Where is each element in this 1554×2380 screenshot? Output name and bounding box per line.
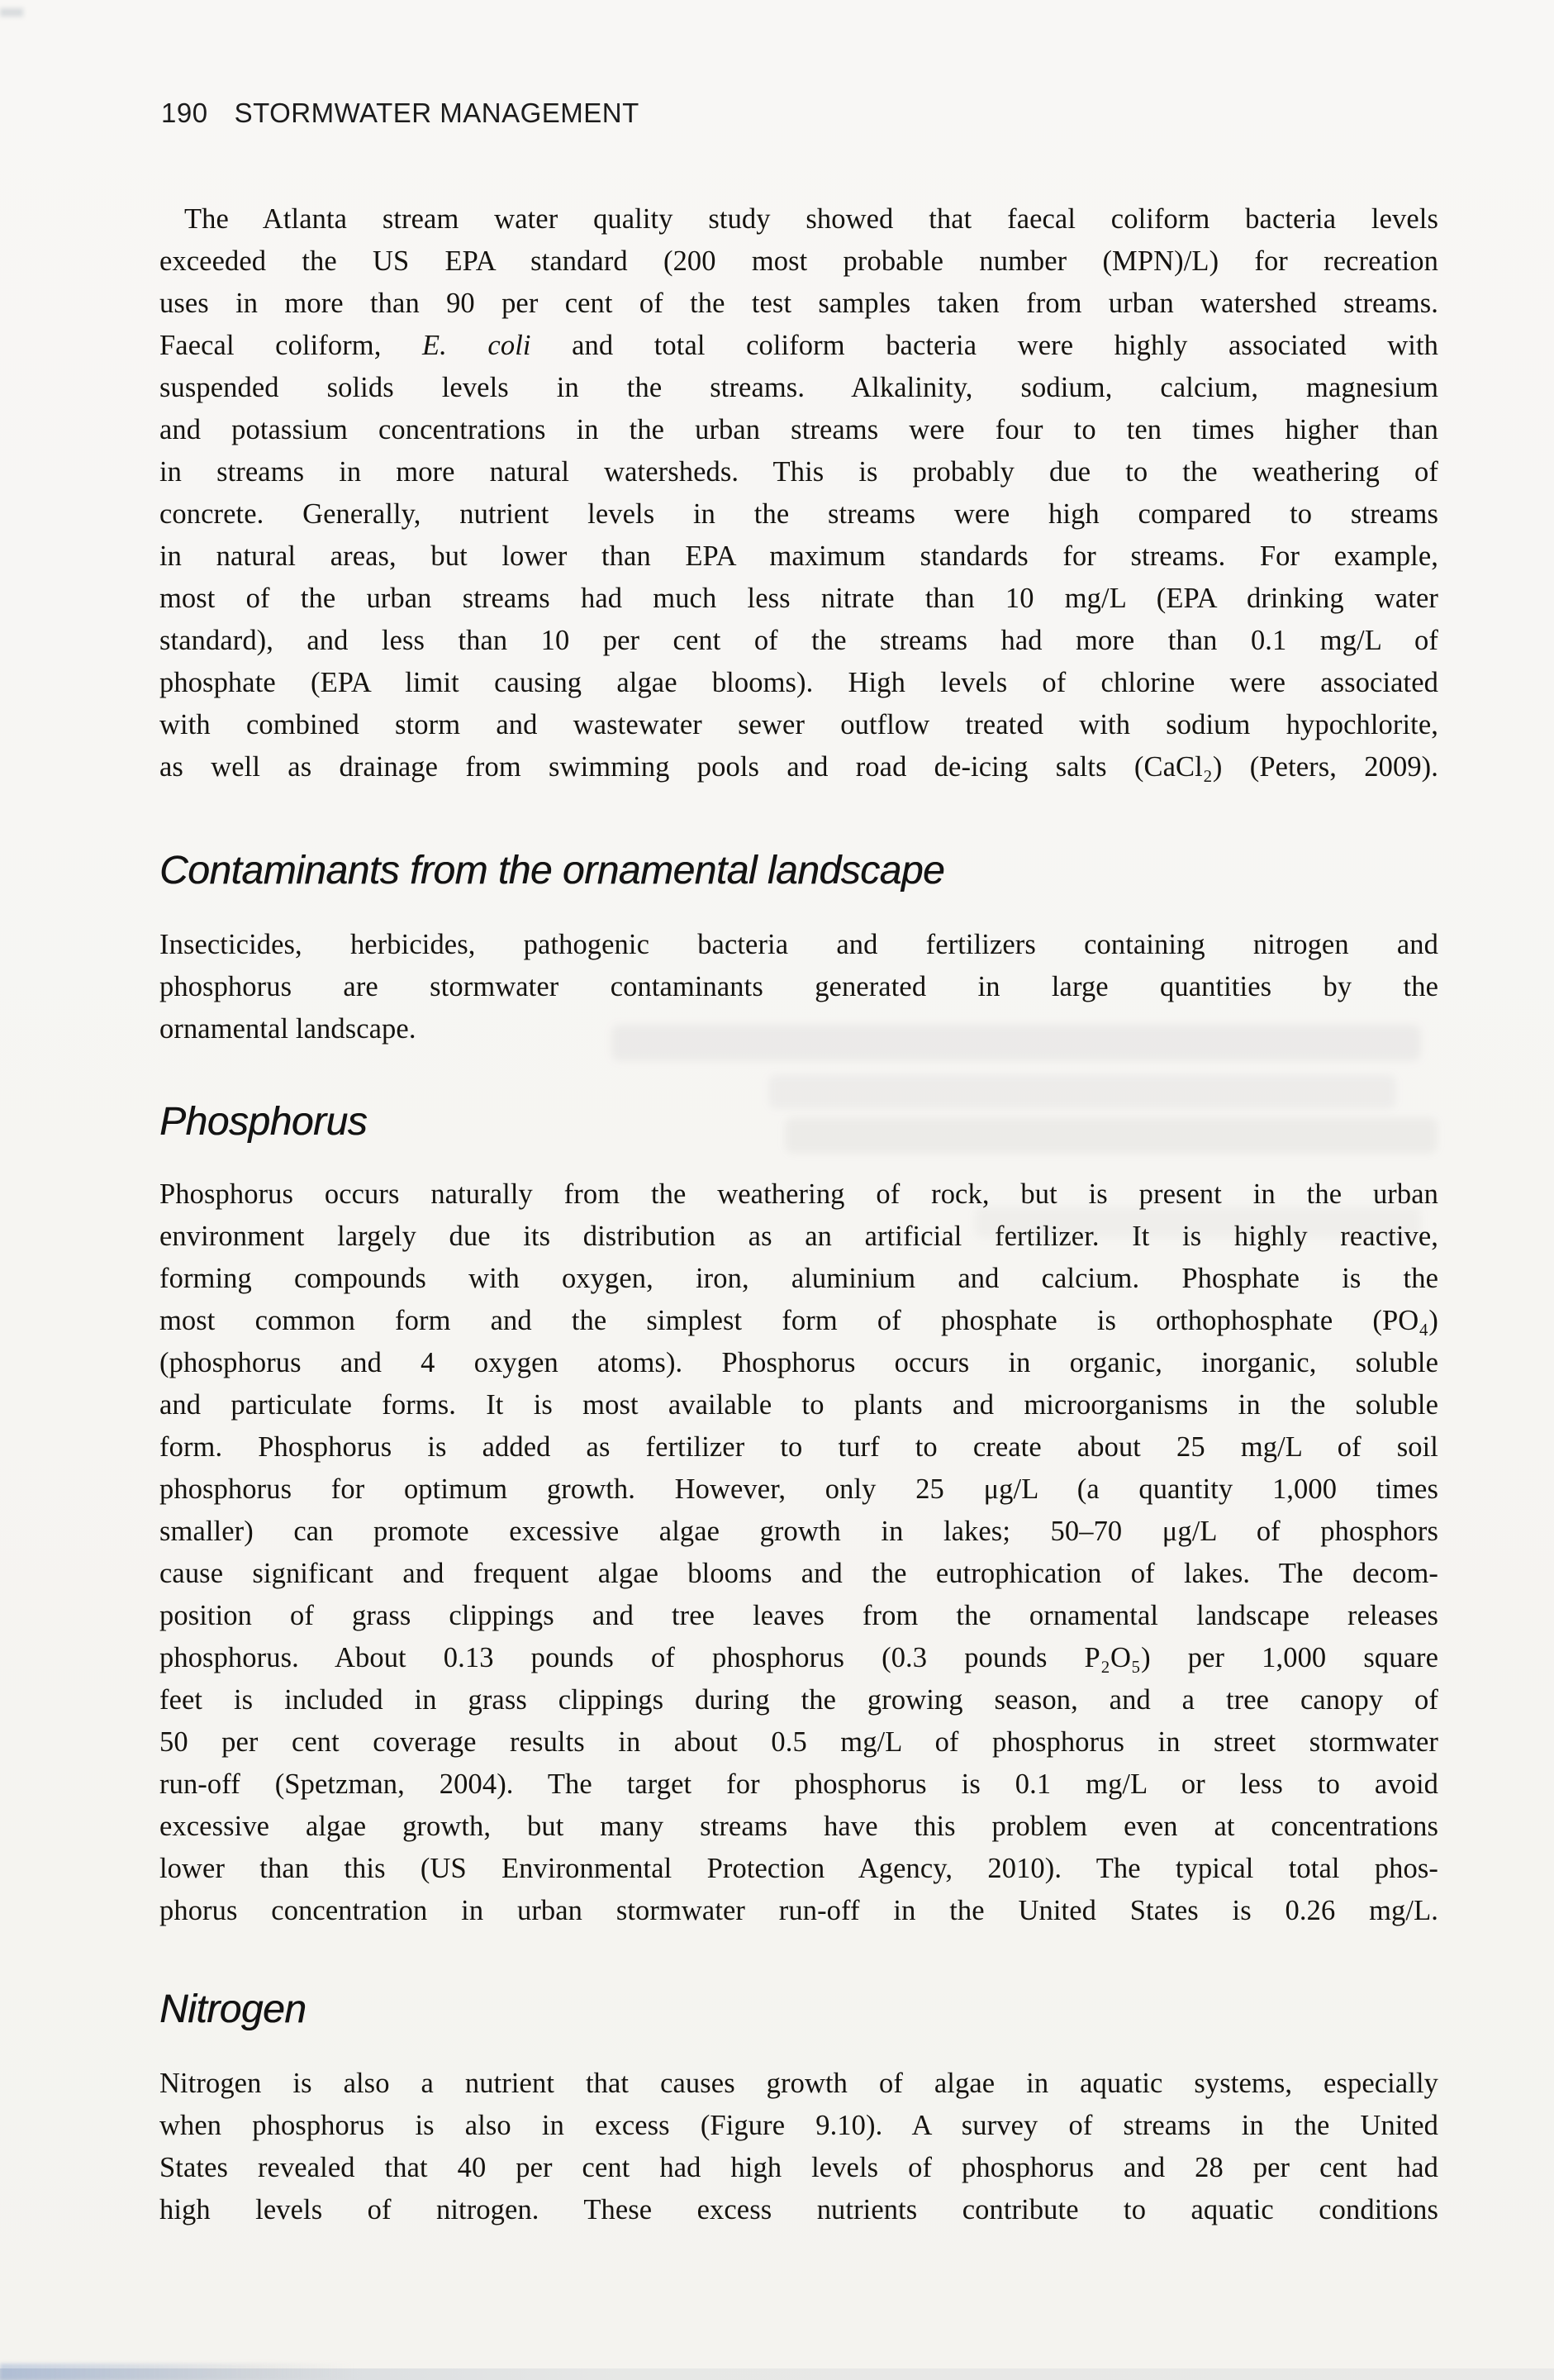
- text-line: most of the urban streams had much less nitrate than 10 mg/L (EPA drinking water: [159, 583, 1438, 614]
- section-heading-h-phosphorus: Phosphorus: [159, 1100, 368, 1144]
- text-line: standard), and less than 10 per cent of the streams had more than 0.1 mg/L of: [159, 625, 1438, 656]
- ink-bleedthrough-artifact: [975, 1207, 1421, 1238]
- text-line: Nitrogen is also a nutrient that causes growth of algae in aquatic systems, especially: [159, 2068, 1438, 2099]
- text-line: feet is included in grass clippings during the growing season, and a tree canopy of: [159, 1684, 1438, 1716]
- text-line: ornamental landscape.: [159, 1013, 416, 1045]
- text-line: with combined storm and wastewater sewer outflow treated with sodium hypochlorite,: [159, 709, 1438, 740]
- text-line: excessive algae growth, but many streams have this problem even at concentrations: [159, 1811, 1438, 1842]
- text-line: cause significant and frequent algae blooms and the eutrophication of lakes. The decom-: [159, 1558, 1438, 1589]
- paragraph-intro: [159, 198, 1438, 788]
- text-line: concrete. Generally, nutrient levels in the streams were high compared to streams: [159, 498, 1438, 530]
- text-line: forming compounds with oxygen, iron, aluminium and calcium. Phosphate is the: [159, 1263, 1438, 1294]
- scan-corner-artifact: [0, 8, 23, 17]
- text-line: high levels of nitrogen. These excess nutrients contribute to aquatic conditions: [159, 2194, 1438, 2225]
- text-line: phosphorus for optimum growth. However, only 25 μg/L (a quantity 1,000 times: [159, 1473, 1438, 1505]
- text-line: 50 per cent coverage results in about 0.5 mg/L of phosphorus in street stormwater: [159, 1726, 1438, 1758]
- text-line: when phosphorus is also in excess (Figure 9.10). A survey of streams in the United: [159, 2110, 1438, 2141]
- text-line: Phosphorus occurs naturally from the weathering of rock, but is present in the urban: [159, 1178, 1438, 1210]
- text-line: lower than this (US Environmental Protection Agency, 2010). The typical total phos-: [159, 1853, 1438, 1884]
- running-title: STORMWATER MANAGEMENT: [234, 98, 639, 128]
- paragraph-p-nitrogen: [159, 2063, 1438, 2231]
- text-line: and potassium concentrations in the urban streams were four to ten times higher than: [159, 414, 1438, 445]
- text-line: and particulate forms. It is most available to plants and microorganisms in the soluble: [159, 1389, 1438, 1421]
- text-line: smaller) can promote excessive algae growth in lakes; 50–70 μg/L of phosphors: [159, 1516, 1438, 1547]
- paragraph-p-phosphorus: [159, 1173, 1438, 1932]
- ink-bleedthrough-artifact: [611, 1025, 1421, 1061]
- text-line: form. Phosphorus is added as fertilizer to turf to create about 25 mg/L of soil: [159, 1431, 1438, 1463]
- text-line: in natural areas, but lower than EPA maximum standards for streams. For example,: [159, 540, 1438, 572]
- text-line: as well as drainage from swimming pools and road de-icing salts (CaCl₂) (Peters, 2009).: [159, 751, 1438, 783]
- text-line: uses in more than 90 per cent of the test samples taken from urban watershed streams.: [159, 288, 1438, 319]
- text-line: Insecticides, herbicides, pathogenic bacteria and fertilizers containing nitrogen and: [159, 929, 1438, 960]
- text-line: position of grass clippings and tree leaves from the ornamental landscape releases: [159, 1600, 1438, 1631]
- text-line: States revealed that 40 per cent had high levels of phosphorus and 28 per cent had: [159, 2152, 1438, 2183]
- text-line: in streams in more natural watersheds. This is probably due to the weathering of: [159, 456, 1438, 488]
- text-line: exceeded the US EPA standard (200 most probable number (MPN)/L) for recreation: [159, 245, 1438, 277]
- scan-bottom-smudge: [0, 2363, 355, 2380]
- ink-bleedthrough-artifact: [768, 1074, 1396, 1109]
- text-line: phosphorus. About 0.13 pounds of phosphorus (0.3 pounds P₂O₅) per 1,000 square: [159, 1642, 1438, 1673]
- text-line: phosphorus are stormwater contaminants generated in large quantities by the: [159, 971, 1438, 1002]
- text-line: Faecal coliform, E. coli and total coliform bacteria were highly associated with: [159, 330, 1438, 361]
- page-number: 190: [161, 98, 208, 128]
- text-line: phosphate (EPA limit causing algae blooms). High levels of chlorine were associated: [159, 667, 1438, 698]
- text-line: most common form and the simplest form of phosphate is orthophosphate (PO₄): [159, 1305, 1438, 1336]
- section-heading-h-contaminants: Contaminants from the ornamental landscape: [159, 849, 945, 892]
- text-line: (phosphorus and 4 oxygen atoms). Phosphorus occurs in organic, inorganic, soluble: [159, 1347, 1438, 1378]
- text-line: phorus concentration in urban stormwater run-off in the United States is 0.26 mg/L.: [159, 1895, 1438, 1926]
- ink-bleedthrough-artifact: [785, 1117, 1438, 1154]
- text-line: environment largely due its distribution as an artificial fertilizer. It is highly reactive,: [159, 1221, 1438, 1252]
- text-line: run-off (Spetzman, 2004). The target for phosphorus is 0.1 mg/L or less to avoid: [159, 1768, 1438, 1800]
- running-header: [161, 98, 639, 129]
- section-heading-h-nitrogen: Nitrogen: [159, 1987, 307, 2031]
- text-line: The Atlanta stream water quality study showed that faecal coliform bacteria levels: [184, 203, 1438, 235]
- text-line: suspended solids levels in the streams. Alkalinity, sodium, calcium, magnesium: [159, 372, 1438, 403]
